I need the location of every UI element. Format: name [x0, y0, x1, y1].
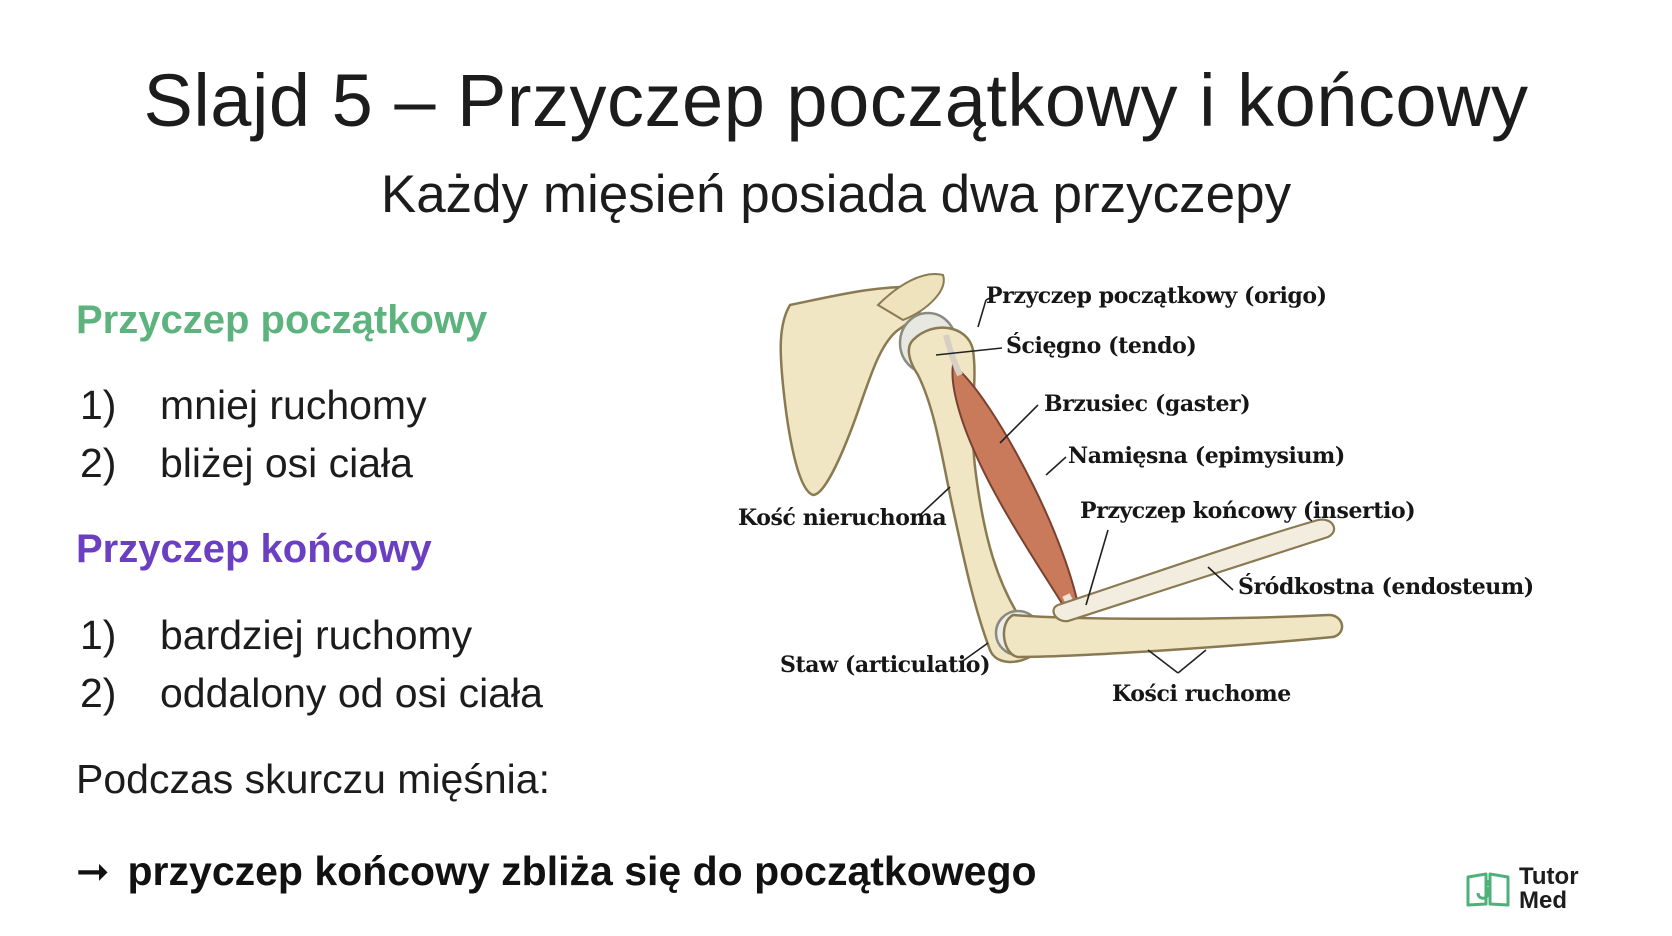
list-item [80, 434, 427, 492]
list-text: bliżej osi ciała [160, 440, 413, 486]
list-item [80, 606, 543, 664]
conclusion [76, 848, 1037, 895]
slide-title: Slajd 5 – Przyczep początkowy i końcowy [143, 59, 1529, 142]
insertion-heading: Przyczep końcowy [76, 527, 432, 571]
list-text: mniej ruchomy [160, 382, 427, 428]
callout-origo: Przyczep początkowy (origo) [986, 283, 1327, 309]
origin-heading: Przyczep początkowy [76, 298, 488, 342]
list-text: bardziej ruchomy [160, 612, 473, 658]
book-icon [1465, 869, 1511, 909]
logo-text [1519, 865, 1579, 913]
list-item [80, 376, 427, 434]
contraction-label: Podczas skurczu mięśnia: [76, 756, 550, 802]
right-arrow-icon: ➞ [76, 849, 110, 894]
insertion-list [80, 606, 543, 722]
tutormed-logo [1465, 862, 1595, 916]
callout-immobile-bone: Kość nieruchoma [738, 505, 947, 531]
logo-line-2: Med [1519, 887, 1567, 914]
callout-mobile-bones: Kości ruchome [1112, 681, 1291, 707]
slide-subtitle: Każdy mięsień posiada dwa przyczepy [380, 165, 1292, 224]
list-number: 1) [80, 612, 117, 658]
ulna-bone [1004, 615, 1342, 657]
callout-tendo: Ścięgno (tendo) [1006, 333, 1197, 359]
callout-articulatio: Staw (articulatio) [780, 652, 991, 678]
callout-insertio: Przyczep końcowy (insertio) [1080, 498, 1416, 524]
list-number: 2) [80, 440, 117, 486]
callout-gaster: Brzusiec (gaster) [1044, 391, 1251, 417]
list-number: 1) [80, 382, 117, 428]
origin-list [80, 376, 427, 492]
list-item [80, 664, 543, 722]
callout-epimysium: Namięsna (epimysium) [1068, 443, 1345, 469]
list-number: 2) [80, 670, 117, 716]
callout-endosteum: Śródkostna (endosteum) [1238, 574, 1534, 600]
logo-line-1: Tutor [1519, 863, 1579, 890]
arm-anatomy-figure [728, 265, 1624, 780]
list-text: oddalony od osi ciała [160, 670, 543, 716]
conclusion-text: przyczep końcowy zbliża się do początkowego [127, 848, 1037, 894]
